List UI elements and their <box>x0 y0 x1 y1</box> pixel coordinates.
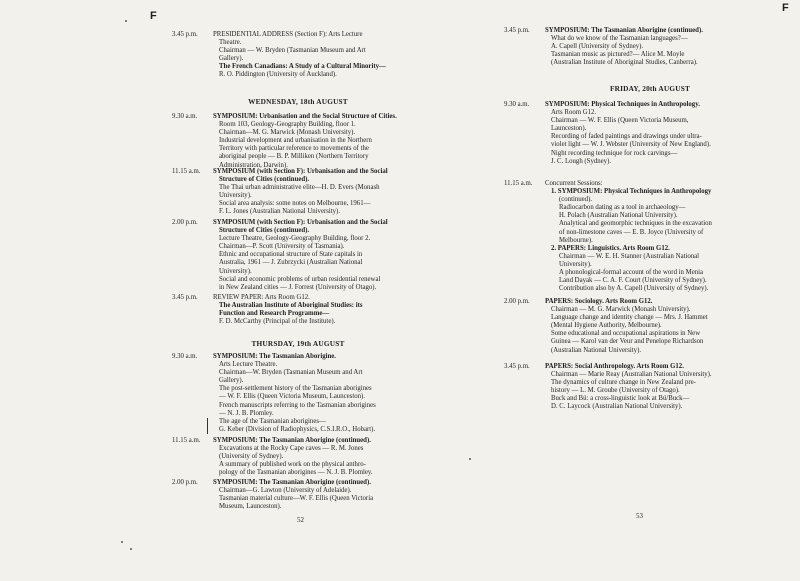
entry-line: A summary of published work on the physical anthro- <box>219 461 366 469</box>
entry-line: SYMPOSIUM: The Tasmanian Aborigine (continued). <box>545 27 703 34</box>
entry-line: Chairman — W. Bryden (Tasmanian Museum and Art <box>219 47 366 55</box>
entry-line: Chairman — Marie Reay (Australian National University). <box>551 371 712 379</box>
entry-time: 9.30 a.m. <box>504 101 530 108</box>
day-heading-wednesday: WEDNESDAY, 18th AUGUST <box>248 97 348 106</box>
entry-line: The age of the Tasmanian aborigines— <box>219 417 326 425</box>
entry-line: Launceston). <box>551 125 587 133</box>
entry-line: Social area analysis: some notes on Melbourne, 1961— <box>219 200 371 208</box>
entry-line: French manuscripts referring to the Tasmanian aborigines <box>219 401 376 409</box>
entry-line: Chairman—G. Lawton (University of Adelaide). <box>219 487 352 495</box>
entry-line: Function and Research Programme— <box>219 310 330 318</box>
entry-line: PAPERS: Social Anthropology. Arts Room G12. <box>545 363 684 370</box>
entry-line: Administration, Darwin). <box>219 161 288 169</box>
entry-line: The dynamics of culture change in New Zealand pre- <box>551 379 696 387</box>
entry-line: pology of the Tasmanian aborigines — N. J. B. Plomley. <box>219 469 373 477</box>
entry-line: J. C. Lough (Sydney). <box>551 157 612 165</box>
entry-line: Room 103, Geology-Geography Building, floor 1. <box>219 121 356 129</box>
entry-time: 2.00 p.m. <box>172 479 198 486</box>
page-number: 53 <box>636 512 643 520</box>
entry-line: SYMPOSIUM: The Tasmanian Aborigine. <box>213 353 336 360</box>
entry-time: 3.45 p.m. <box>504 27 530 34</box>
entry-line: — N. J. B. Plomley. <box>219 409 274 417</box>
entry-line: H. Polach (Australian National University). <box>559 212 678 220</box>
entry-line: Contribution also by A. Capell (University of Sydney). <box>559 285 709 293</box>
entry-line: University). <box>559 260 592 268</box>
entry-line: Excavations at the Rocky Cape caves — R. M. Jones <box>219 445 364 453</box>
entry-time: 11.15 a.m. <box>172 168 201 175</box>
entry-line: Analytical and geomorphic techniques in the excavation <box>559 220 712 228</box>
entry-line: (Mental Hygiene Authority, Melbourne). <box>551 322 662 330</box>
entry-line: aboriginal people — B. P. Milliken (Northern Territory <box>219 153 369 161</box>
entry-line: Language change and identity change — Mrs. J. Hammet <box>551 314 708 322</box>
entry-line: University). <box>219 192 252 200</box>
entry-time: 11.15 a.m. <box>504 180 533 187</box>
entry-time: 9.30 a.m. <box>172 113 198 120</box>
right-page <box>400 0 800 581</box>
entry-line: 2. PAPERS: Linguistics. Arts Room G12. <box>551 244 670 252</box>
entry-line: Territory with particular reference to movements of the <box>219 145 369 153</box>
entry-line: Arts Lecture Theatre. <box>219 361 278 369</box>
day-heading-friday: FRIDAY, 20th AUGUST <box>609 84 691 93</box>
entry-line: (Australian Institute of Aboriginal Studies, Canberra). <box>551 59 698 67</box>
entry-line: SYMPOSIUM: Urbanisation and the Social Structure of Cities. <box>213 113 397 120</box>
entry-line: Museum, Launceston). <box>219 503 282 511</box>
entry-line: Lecture Theatre, Geology-Geography Building, floor 2. <box>219 235 371 243</box>
entry-line: D. C. Laycock (Australian National University). <box>551 403 683 411</box>
entry-line: A phonological-formal account of the word in Menia <box>559 269 704 277</box>
entry-line: Chairman — W. F. Ellis (Queen Victoria Museum, <box>551 117 689 125</box>
entry-line: Theatre. <box>219 39 242 47</box>
entry-line: Australia, 1961 — J. Zubrzycki (Australian National <box>219 259 363 267</box>
scan-speck <box>121 541 123 543</box>
entry-line: Chairman—M. G. Marwick (Monash University). <box>219 129 356 137</box>
entry-line: Chairman—W. Bryden (Tasmanian Museum and Art <box>219 369 363 377</box>
entry-line: REVIEW PAPER: Arts Room G12. <box>213 294 310 301</box>
entry-line: Buck and Bú: a cross-linguistic look at Bú/Buck— <box>551 395 690 403</box>
entry-line: Some educational and occupational aspirations in New <box>551 330 701 338</box>
entry-line: Arts Room G12. <box>551 109 597 117</box>
entry-line: A. Capell (University of Sydney). <box>551 43 644 51</box>
entry-line: SYMPOSIUM (with Section F): Urbanisation and the Social <box>213 219 388 226</box>
entry-time: 3.45 p.m. <box>172 294 198 301</box>
entry-line: PAPERS: Sociology. Arts Room G12. <box>545 298 653 305</box>
entry-line: Recording of faded paintings and drawings under ultra- <box>551 133 702 141</box>
entry-line: The Thai urban administrative elite—H. D. Evers (Monash <box>219 184 380 192</box>
entry-line: Radiocarbon dating as a tool in archaeology— <box>559 204 686 212</box>
entry-line: R. O. Piddington (University of Auckland). <box>219 71 337 79</box>
entry-line: Gallery). <box>219 377 244 385</box>
scan-speck <box>125 20 127 22</box>
entry-line: (University of Sydney). <box>219 453 284 461</box>
entry-line: Chairman—P. Scott (University of Tasmania). <box>219 243 345 251</box>
entry-line: SYMPOSIUM: The Tasmanian Aborigine (continued). <box>213 479 371 486</box>
section-marker: F <box>782 2 789 14</box>
entry-line: F. D. McCarthy (Principal of the Institute). <box>219 318 336 326</box>
entry-line: PRESIDENTIAL ADDRESS (Section F): Arts Lecture <box>213 31 363 38</box>
entry-line: Chairman — W. E. H. Stanner (Australian National <box>559 252 700 260</box>
entry-line: history — L. M. Groube (University of Otago). <box>551 387 680 395</box>
entry-line: G. Keber (Division of Radiophysics, C.S.I.R.O., Hobart). <box>219 425 376 433</box>
entry-line: Ethnic and occupational structure of State capitals in <box>219 251 363 259</box>
entry-line: The French Canadians: A Study of a Cultural Minority— <box>219 63 386 71</box>
scan-speck <box>469 458 471 460</box>
page-number: 52 <box>297 516 304 524</box>
entry-line: SYMPOSIUM (with Section F): Urbanisation and the Social <box>213 168 388 175</box>
entry-time: 9.30 a.m. <box>172 353 198 360</box>
scan-speck <box>130 548 132 550</box>
entry-line: Melbourne). <box>559 236 593 244</box>
entry-line: Structure of Cities (continued). <box>219 176 310 184</box>
margin-bracket <box>207 418 208 434</box>
entry-time: 2.00 p.m. <box>172 219 198 226</box>
entry-line: SYMPOSIUM: Physical Techniques in Anthropology. <box>545 101 700 108</box>
entry-time: 3.45 p.m. <box>172 31 198 38</box>
entry-line: in New Zealand cities — J. Forrest (University of Otago). <box>219 283 377 291</box>
entry-time: 11.15 a.m. <box>172 437 201 444</box>
entry-line: — W. F. Ellis (Queen Victoria Museum, Launceston). <box>219 393 365 401</box>
entry-line: (Australian National University). <box>551 346 642 354</box>
entry-line: Land Dayak — C. A. F. Court (University of Sydney). <box>559 277 707 285</box>
entry-line: (continued). <box>559 196 593 204</box>
day-heading-thursday: THURSDAY, 19th AUGUST <box>251 339 345 348</box>
entry-line: University). <box>219 267 252 275</box>
entry-line: F. L. Jones (Australian National University). <box>219 208 341 216</box>
entry-line: Structure of Cities (continued). <box>219 227 310 235</box>
entry-line: Tasmanian music as pictured?— Alice M. Moyle <box>551 51 685 59</box>
entry-time: 3.45 p.m. <box>504 363 530 370</box>
entry-line: Chairman — M. G. Marwick (Monash University). <box>551 306 691 314</box>
entry-line: Guinea — Karol van der Veur and Penelope Richardson <box>551 338 704 346</box>
entry-line: violet light — W. J. Webster (University of New England). <box>551 141 711 149</box>
entry-time: 2.00 p.m. <box>504 298 530 305</box>
section-marker: F <box>150 10 157 22</box>
entry-line: Concurrent Sessions: <box>545 180 603 187</box>
entry-line: 1. SYMPOSIUM: Physical Techniques in Anthropology <box>551 188 712 196</box>
entry-line: The Australian Institute of Aboriginal Studies: its <box>219 302 363 310</box>
entry-line: SYMPOSIUM: The Tasmanian Aborigine (continued). <box>213 437 371 444</box>
entry-line: The post-settlement history of the Tasmanian aborigines <box>219 385 372 393</box>
entry-line: Industrial development and urbanisation in the Northern <box>219 137 372 145</box>
entry-line: Tasmanian material culture—W. F. Ellis (Queen Victoria <box>219 495 374 503</box>
entry-body <box>213 31 386 80</box>
entry-line: Night recording technique for rock carvings— <box>551 149 678 157</box>
entry-line: Gallery). <box>219 55 244 63</box>
entry-line: of non-limestone caves — E. B. Joyce (University of <box>559 228 704 236</box>
entry-line: Social and economic problems of urban residential renewal <box>219 275 381 283</box>
entry-line: What do we know of the Tasmanian languages?— <box>551 35 688 43</box>
